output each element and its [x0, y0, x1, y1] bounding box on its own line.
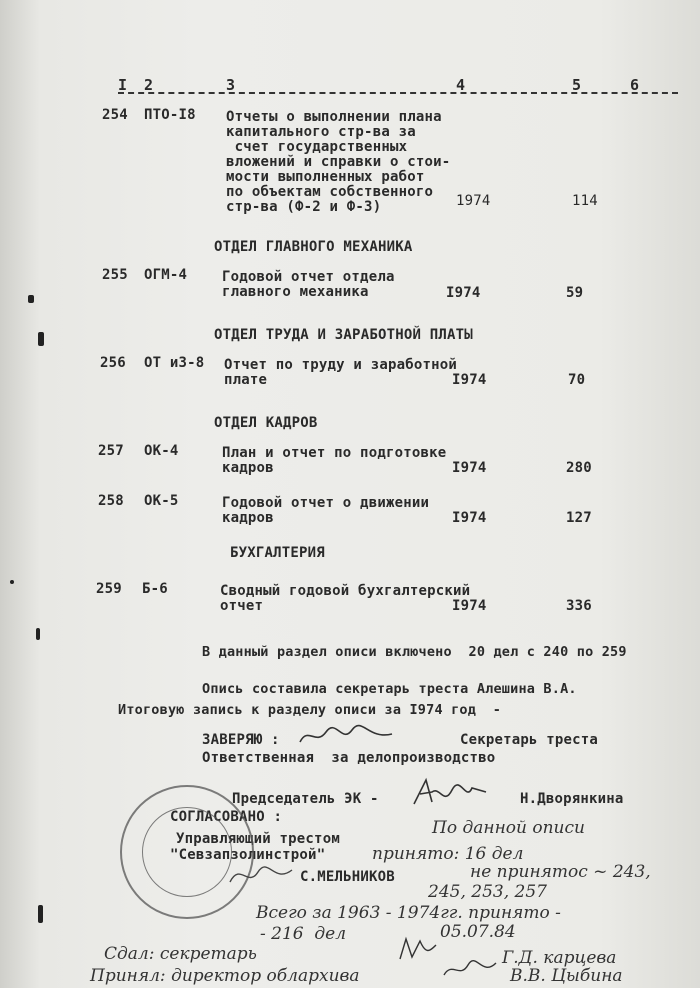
- column-header: 2: [144, 76, 154, 94]
- secretary-title: Секретарь треста: [460, 732, 599, 748]
- record-count: 70: [568, 372, 586, 388]
- record-count: 280: [566, 460, 592, 476]
- punch-hole: [36, 628, 40, 640]
- record-count: 114: [572, 193, 598, 209]
- record-code: ОТ и3-8: [144, 355, 205, 371]
- signature: [440, 955, 500, 983]
- record-title-line: плате: [224, 372, 268, 388]
- record-title-line: Отчеты о выполнении плана: [226, 109, 442, 125]
- record-code: ПТО-I8: [144, 107, 196, 123]
- punch-hole: [28, 295, 34, 303]
- section-heading: БУХГАЛТЕРИЯ: [230, 545, 325, 561]
- handwritten-note: не принятос ~ 243,: [470, 862, 651, 882]
- signature: [410, 776, 490, 812]
- record-year: I974: [446, 285, 481, 301]
- record-year: I974: [452, 510, 487, 526]
- section-heading: ОТДЕЛ ГЛАВНОГО МЕХАНИКА: [214, 239, 413, 255]
- compiled-by: Опись составила секретарь треста Алешина В.А.: [202, 681, 577, 697]
- record-title-line: стр-ва (Ф-2 и Ф-3): [226, 199, 382, 215]
- handwritten-note: По данной описи: [432, 818, 585, 838]
- column-header: I: [118, 76, 128, 94]
- record-year: I974: [452, 598, 487, 614]
- final-record-line: Итоговую запись к разделу описи за I974 год -: [118, 702, 502, 718]
- trust-name: "Севзапзолинстрой": [170, 847, 326, 863]
- record-number: 258: [98, 493, 124, 509]
- handwritten-note: Сдал: секретарь: [104, 944, 257, 964]
- record-code: Б-6: [142, 581, 168, 597]
- section-heading: ОТДЕЛ КАДРОВ: [214, 415, 318, 431]
- official-seal: [120, 785, 254, 919]
- handwritten-date: 05.07.84: [440, 922, 516, 942]
- column-header: 6: [630, 76, 640, 94]
- record-title-line: отчет: [220, 598, 264, 614]
- handwritten-note: принято: 16 дел: [372, 844, 524, 864]
- handwritten-note: - 216 дел: [260, 924, 347, 944]
- certify-label: ЗАВЕРЯЮ :: [202, 732, 280, 748]
- record-number: 254: [102, 107, 128, 123]
- column-header: 5: [572, 76, 582, 94]
- section-heading: ОТДЕЛ ТРУДА И ЗАРАБОТНОЙ ПЛАТЫ: [214, 327, 473, 343]
- record-title-line: кадров: [222, 510, 274, 526]
- signature: [296, 722, 396, 752]
- record-title-line: капитального стр-ва за: [226, 124, 416, 140]
- punch-hole: [10, 580, 14, 584]
- record-year: I974: [452, 372, 487, 388]
- record-title-line: План и отчет по подготовке: [222, 445, 447, 461]
- punch-hole: [38, 332, 44, 346]
- signature: [396, 935, 440, 965]
- agreed-label: СОГЛАСОВАНО :: [170, 809, 283, 825]
- record-title-line: Годовой отчет отдела: [222, 269, 395, 285]
- record-count: 59: [566, 285, 584, 301]
- record-number: 257: [98, 443, 124, 459]
- record-title-line: главного механика: [222, 284, 369, 300]
- handwritten-note: В.В. Цыбина: [510, 966, 623, 986]
- signature: [226, 860, 296, 890]
- handwritten-note: Принял: директор облархива: [90, 966, 360, 986]
- record-number: 255: [102, 267, 128, 283]
- responsible-title: Ответственная за делопроизводство: [202, 750, 496, 766]
- column-header: 3: [226, 76, 236, 94]
- record-title-line: Отчет по труду и заработной: [224, 357, 457, 373]
- included-summary: В данный раздел описи включено 20 дел с 240 по 259: [202, 644, 627, 660]
- record-year: 1974: [456, 193, 491, 209]
- header-rule: [118, 92, 678, 94]
- handwritten-note: Г.Д. карцева: [502, 948, 617, 968]
- record-title-line: Годовой отчет о движении: [222, 495, 430, 511]
- record-code: ОГМ-4: [144, 267, 188, 283]
- record-year: I974: [452, 460, 487, 476]
- record-count: 336: [566, 598, 592, 614]
- record-title-line: по объектам собственного: [226, 184, 434, 200]
- record-title-line: Сводный годовой бухгалтерский: [220, 583, 471, 599]
- column-header: 4: [456, 76, 466, 94]
- record-title-line: вложений и справки о стои-: [226, 154, 451, 170]
- record-title-line: мости выполненных работ: [226, 169, 425, 185]
- record-number: 256: [100, 355, 126, 371]
- record-code: ОК-4: [144, 443, 179, 459]
- record-number: 259: [96, 581, 122, 597]
- record-title-line: кадров: [222, 460, 274, 476]
- chairman-title: Председатель ЭК -: [232, 791, 379, 807]
- record-code: ОК-5: [144, 493, 179, 509]
- handwritten-note: 245, 253, 257: [428, 882, 547, 902]
- manager-name: С.МЕЛЬНИКОВ: [300, 869, 395, 885]
- manager-title: Управляющий трестом: [176, 831, 340, 847]
- handwritten-note: Всего за 1963 - 1974гг. принято -: [256, 903, 561, 923]
- record-count: 127: [566, 510, 592, 526]
- chairman-name: Н.Дворянкина: [520, 791, 624, 807]
- record-title-line: счет государственных: [226, 139, 408, 155]
- punch-hole: [38, 905, 43, 923]
